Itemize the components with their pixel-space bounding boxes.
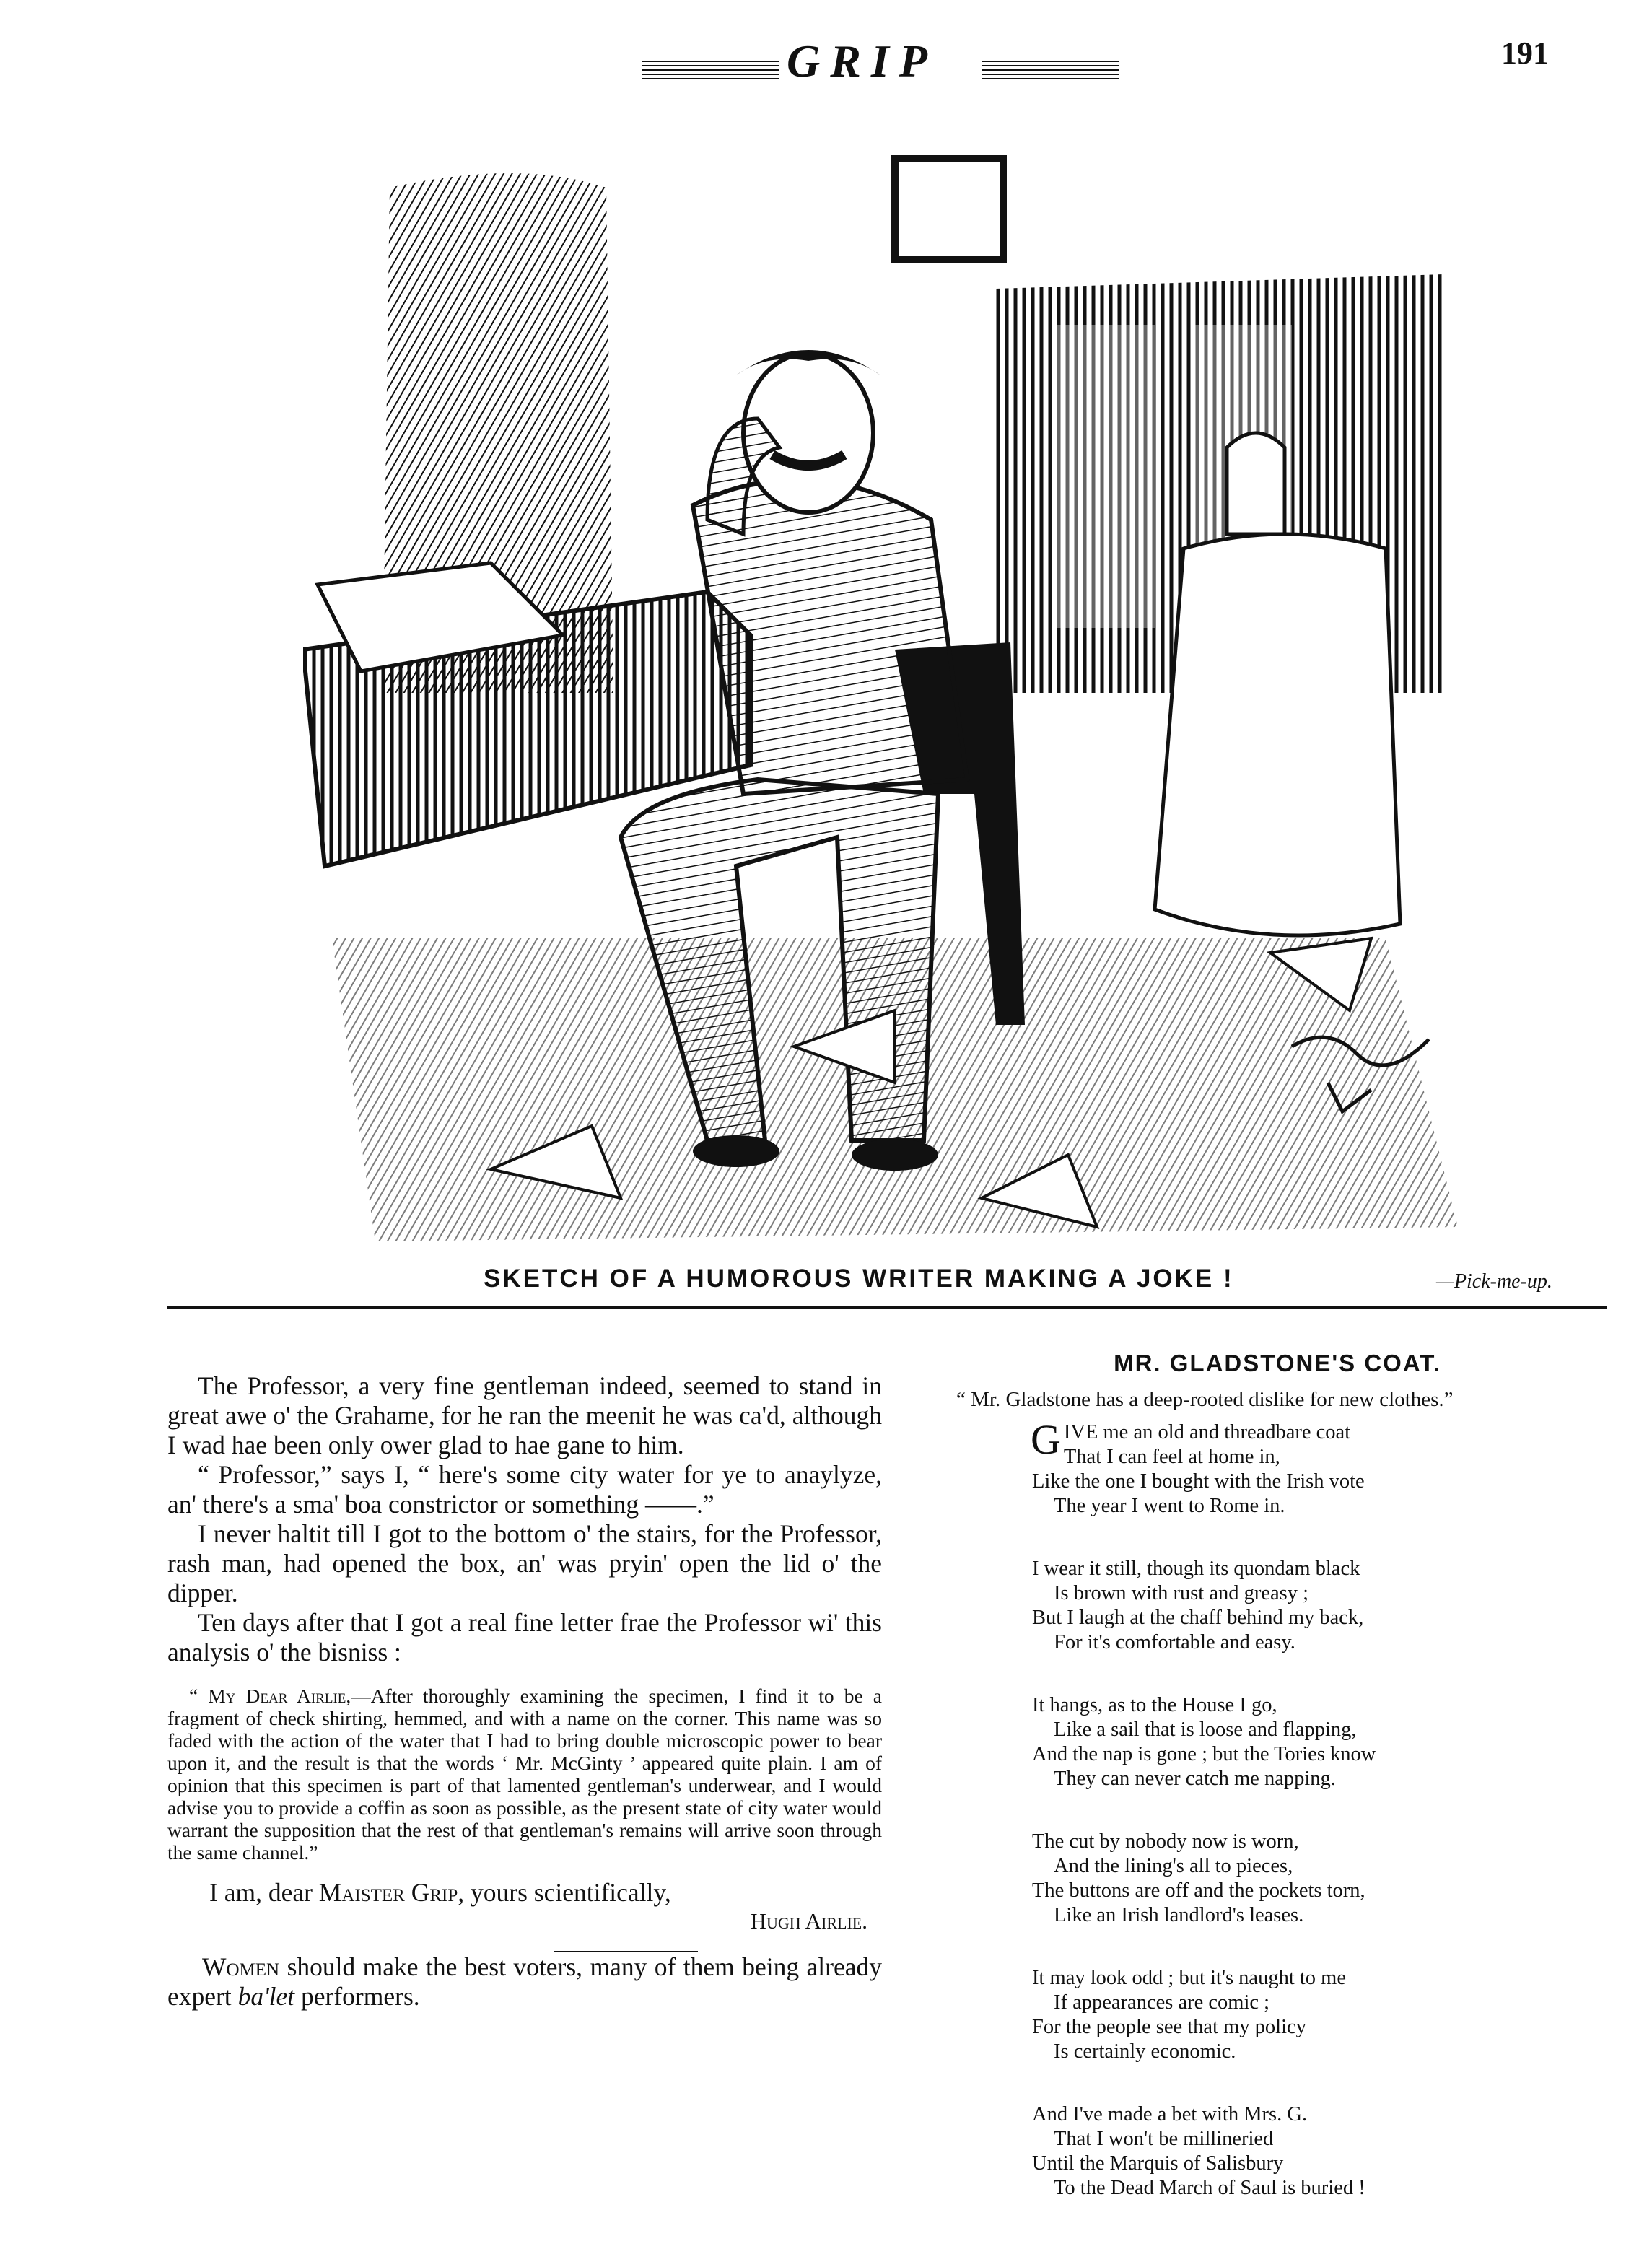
masthead-title: GRIP (787, 35, 938, 87)
poem-stanza (1032, 1966, 1602, 2064)
poem-line: Until the Marquis of Salisbury (1032, 2152, 1284, 2175)
teapot (1227, 433, 1285, 534)
women-end: performers. (294, 1982, 420, 2011)
poem-stanza (1032, 1557, 1602, 1655)
poem-body (953, 1416, 1602, 2201)
letter-body: —After thoroughly examining the specimen, I find it to be a fragment of check shirting, hemmed, and with a name on the corner. This name was so faded with the action of the water that I had to bring double microscopic power to bear upon it, and the result is that the words ‘ Mr. McGinty ’ appeared quite plain. I am of opinion that this specimen is part of that lamented gentleman's underwear, and I would advise you to provide a coffin as soon as possible, as the present state of city water would warrant the supposition that the rest of that gentleman's remains will arrive soon through the same channel.” (167, 1685, 882, 1864)
letter-signoff (167, 1878, 882, 1908)
cabinet-door (1054, 325, 1155, 628)
poem-title: MR. GLADSTONE'S COAT. (1114, 1350, 1441, 1376)
poem-stanza (1032, 1693, 1602, 1791)
letter-salutation: “ My Dear Airlie, (189, 1685, 351, 1707)
poem-line: And the nap is gone ; but the Tories know (1032, 1743, 1376, 1765)
poem-stanza (1032, 2102, 1602, 2201)
women-text: should make the best voters, many of them being already expert (167, 1952, 882, 2011)
poem-line: For it's comfortable and easy. (1054, 1631, 1295, 1654)
poem-line: I wear it still, though its quondam black (1032, 1558, 1360, 1580)
masthead-rule-left (642, 61, 779, 79)
right-column-poem (953, 1350, 1602, 2239)
women-paragraph (167, 1952, 882, 2012)
professor-letter (167, 1685, 882, 1864)
floor (332, 938, 1458, 1241)
page-number: 191 (1501, 35, 1549, 71)
article-paragraph: I never haltit till I got to the bottom o' the stairs, for the Professor, rash man, had opened the box, an' was pryin' open the lid o' the dipper. (167, 1519, 882, 1607)
poem-epigraph: “ Mr. Gladstone has a deep-rooted dislike for new clothes.” (956, 1388, 1454, 1411)
poem-line: To the Dead March of Saul is buried ! (1054, 2177, 1365, 2199)
women-lead: Women (202, 1952, 280, 1981)
poem-line: It hangs, as to the House I go, (1032, 1694, 1277, 1716)
signature: Hugh Airlie. (750, 1908, 867, 1934)
poem-line: Is certainly economic. (1054, 2040, 1236, 2063)
poem-line: Like the one I bought with the Irish vote (1032, 1470, 1365, 1493)
masthead-rule-right (982, 61, 1119, 79)
drop-cap: G (1031, 1416, 1061, 1463)
poem-line-rest: IVE me an old and threadbare coat (1063, 1421, 1351, 1443)
article-paragraph: Ten days after that I got a real fine letter frae the Professor wi' this analysis o' the bisniss : (167, 1608, 882, 1667)
section-divider (167, 1306, 1607, 1309)
poem-line: The year I went to Rome in. (1054, 1495, 1285, 1517)
poem-line: That I won't be millineried (1054, 2128, 1274, 2150)
poem-stanza (1032, 1830, 1602, 1928)
side-table (1155, 534, 1400, 935)
poem-stanza (1031, 1416, 1602, 1519)
article-paragraph: “ Professor,” says I, “ here's some city water for ye to anaylyze, an' there's a sma' boa constrictor or something ——.” (167, 1460, 882, 1519)
poem-line: The cut by nobody now is worn, (1032, 1830, 1299, 1853)
poem-line: The buttons are off and the pockets torn, (1032, 1879, 1365, 1902)
poem-line: If appearances are comic ; (1054, 1991, 1270, 2014)
poem-line: Like an Irish landlord's leases. (1054, 1904, 1304, 1926)
signoff-suffix: , yours scientifically, (458, 1878, 671, 1907)
poem-line: Is brown with rust and greasy ; (1054, 1582, 1309, 1604)
women-italic: ba'let (237, 1982, 295, 2011)
poem-line: Like a sail that is loose and flapping, (1054, 1718, 1357, 1741)
left-column-article (167, 1371, 882, 2012)
signoff-prefix: I am, dear (209, 1878, 319, 1907)
poem-line: That I can feel at home in, (1063, 1446, 1280, 1468)
illustration-credit: —Pick-me-up. (1436, 1270, 1552, 1293)
picture-frame (895, 159, 1003, 260)
poem-line: But I laugh at the chaff behind my back, (1032, 1607, 1364, 1629)
poem-line: And I've made a bet with Mrs. G. (1032, 2103, 1308, 2126)
masthead (0, 35, 1652, 100)
poem-line: And the lining's all to pieces, (1054, 1855, 1293, 1877)
illustration-caption: SKETCH OF A HUMOROUS WRITER MAKING A JOKE ! (484, 1264, 1234, 1293)
sketch-illustration (303, 144, 1472, 1249)
article-paragraph: The Professor, a very fine gentleman indeed, seemed to stand in great awe o' the Grahame, for he ran the meenit he was ca'd, although I wad hae been only ower glad to hae gane to him. (167, 1371, 882, 1459)
poem-line: They can never catch me napping. (1054, 1768, 1336, 1790)
signoff-name: Maister Grip (318, 1878, 458, 1907)
poem-line: It may look odd ; but it's naught to me (1032, 1967, 1346, 1989)
poem-line: For the people see that my policy (1032, 2016, 1306, 2038)
